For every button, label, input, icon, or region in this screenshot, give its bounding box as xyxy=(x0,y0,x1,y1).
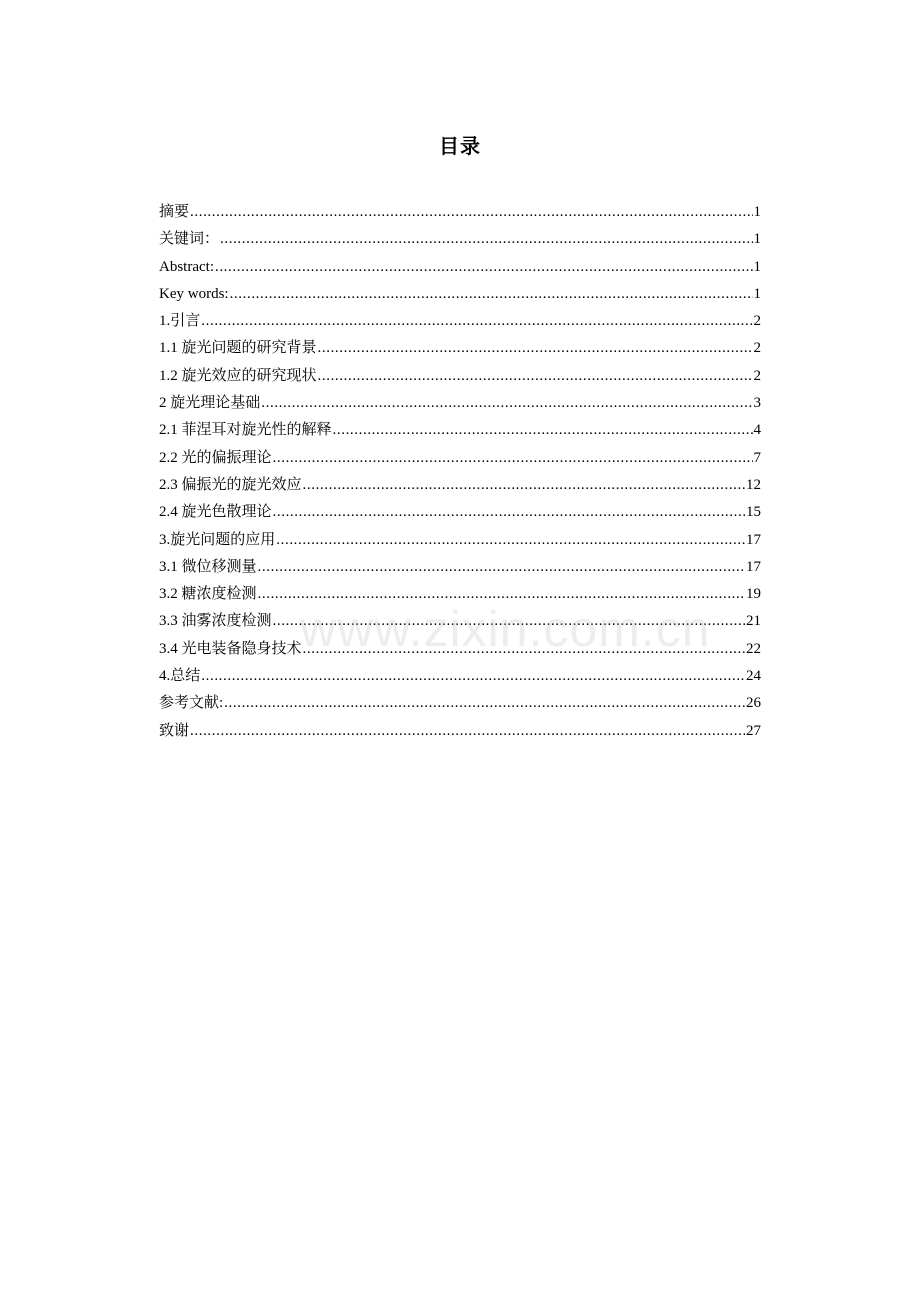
toc-leader-dots xyxy=(190,199,752,226)
toc-leader-dots xyxy=(220,226,752,253)
toc-entry-label: 2.2 光的偏振理论 xyxy=(159,449,272,466)
toc-entry[interactable] xyxy=(159,608,761,635)
toc-entry-label: 2.1 菲涅耳对旋光性的解释 xyxy=(159,422,332,439)
toc-entry-page-number: 22 xyxy=(746,640,761,657)
toc-entry-page-number: 21 xyxy=(746,613,761,630)
toc-entry-label: 3.2 糖浓度检测 xyxy=(159,586,257,603)
watermark: www.zixin.com.cn xyxy=(300,601,711,657)
toc-entry-page-number: 2 xyxy=(753,340,761,357)
toc-entry-page-number: 2 xyxy=(753,367,761,384)
toc-entry[interactable] xyxy=(159,554,761,581)
toc-leader-dots xyxy=(273,608,745,635)
toc-entry[interactable] xyxy=(159,335,761,362)
toc-entry-label: 致谢 xyxy=(159,722,190,739)
toc-entry-label: 2 旋光理论基础 xyxy=(159,395,261,412)
toc-entry-label: Key words: xyxy=(159,285,229,302)
toc-entry-page-number: 1 xyxy=(753,204,761,220)
toc-entry-label: 1.2 旋光效应的研究现状 xyxy=(159,367,317,384)
toc-leader-dots xyxy=(215,254,753,281)
toc-entry-label: 1.引言 xyxy=(159,313,201,330)
toc-leader-dots xyxy=(303,472,745,499)
toc-entry-page-number: 1 xyxy=(753,258,761,275)
toc-leader-dots xyxy=(258,554,745,581)
toc-entry[interactable] xyxy=(159,718,761,745)
toc-entry[interactable] xyxy=(159,499,761,526)
toc-entry-label: 摘要 xyxy=(159,204,190,220)
toc-entry[interactable] xyxy=(159,281,761,308)
toc-entry-label: 关键词： xyxy=(159,231,220,248)
toc-entry-label: 1.1 旋光问题的研究背景 xyxy=(159,340,317,357)
toc-leader-dots xyxy=(303,636,745,663)
toc-entry-label: 3.4 光电装备隐身技术 xyxy=(159,640,302,657)
toc-entry-page-number: 1 xyxy=(753,285,761,302)
toc-leader-dots xyxy=(201,663,745,690)
toc-entry-page-number: 17 xyxy=(746,531,761,548)
toc-entry-label: 3.旋光问题的应用 xyxy=(159,531,276,548)
toc-leader-dots xyxy=(318,363,753,390)
toc-entry-page-number: 2 xyxy=(753,313,761,330)
toc-entry-page-number: 1 xyxy=(753,231,761,248)
toc-entry[interactable] xyxy=(159,199,761,226)
toc-entry-label: 参考文献: xyxy=(159,695,224,712)
toc-entry-page-number: 7 xyxy=(753,449,761,466)
toc-entry-page-number: 4 xyxy=(753,422,761,439)
toc-leader-dots xyxy=(273,445,753,472)
toc-entry[interactable] xyxy=(159,417,761,444)
toc-entry-page-number: 24 xyxy=(746,668,761,685)
toc-list xyxy=(159,199,761,745)
toc-entry[interactable] xyxy=(159,308,761,335)
toc-entry-page-number: 27 xyxy=(746,722,761,739)
toc-entry[interactable] xyxy=(159,254,761,281)
toc-entry-page-number: 17 xyxy=(746,558,761,575)
toc-entry-page-number: 15 xyxy=(746,504,761,521)
toc-entry[interactable] xyxy=(159,226,761,253)
toc-entry[interactable] xyxy=(159,663,761,690)
toc-entry-label: 2.3 偏振光的旋光效应 xyxy=(159,476,302,493)
toc-leader-dots xyxy=(333,417,753,444)
toc-entry-label: Abstract: xyxy=(159,258,214,275)
toc-entry-label: 3.1 微位移测量 xyxy=(159,558,257,575)
toc-entry-page-number: 3 xyxy=(753,395,761,412)
toc-leader-dots xyxy=(261,390,752,417)
toc-entry[interactable] xyxy=(159,581,761,608)
toc-entry-label: 4.总结 xyxy=(159,668,201,685)
toc-entry-page-number: 19 xyxy=(746,586,761,603)
toc-leader-dots xyxy=(230,281,753,308)
toc-leader-dots xyxy=(273,499,745,526)
toc-leader-dots xyxy=(258,581,745,608)
toc-entry[interactable] xyxy=(159,472,761,499)
toc-entry[interactable] xyxy=(159,527,761,554)
toc-entry[interactable] xyxy=(159,390,761,417)
toc-leader-dots xyxy=(190,718,745,745)
toc-title: 目录 xyxy=(439,134,481,158)
toc-entry-label: 3.3 油雾浓度检测 xyxy=(159,613,272,630)
toc-entry[interactable] xyxy=(159,363,761,390)
toc-entry-page-number: 26 xyxy=(746,695,761,712)
toc-entry[interactable] xyxy=(159,445,761,472)
toc-leader-dots xyxy=(276,527,745,554)
toc-entry-label: 2.4 旋光色散理论 xyxy=(159,504,272,521)
toc-leader-dots xyxy=(201,308,752,335)
toc-entry-page-number: 12 xyxy=(746,476,761,493)
toc-leader-dots xyxy=(224,690,745,717)
toc-leader-dots xyxy=(318,335,753,362)
toc-entry[interactable] xyxy=(159,636,761,663)
toc-entry[interactable] xyxy=(159,690,761,717)
